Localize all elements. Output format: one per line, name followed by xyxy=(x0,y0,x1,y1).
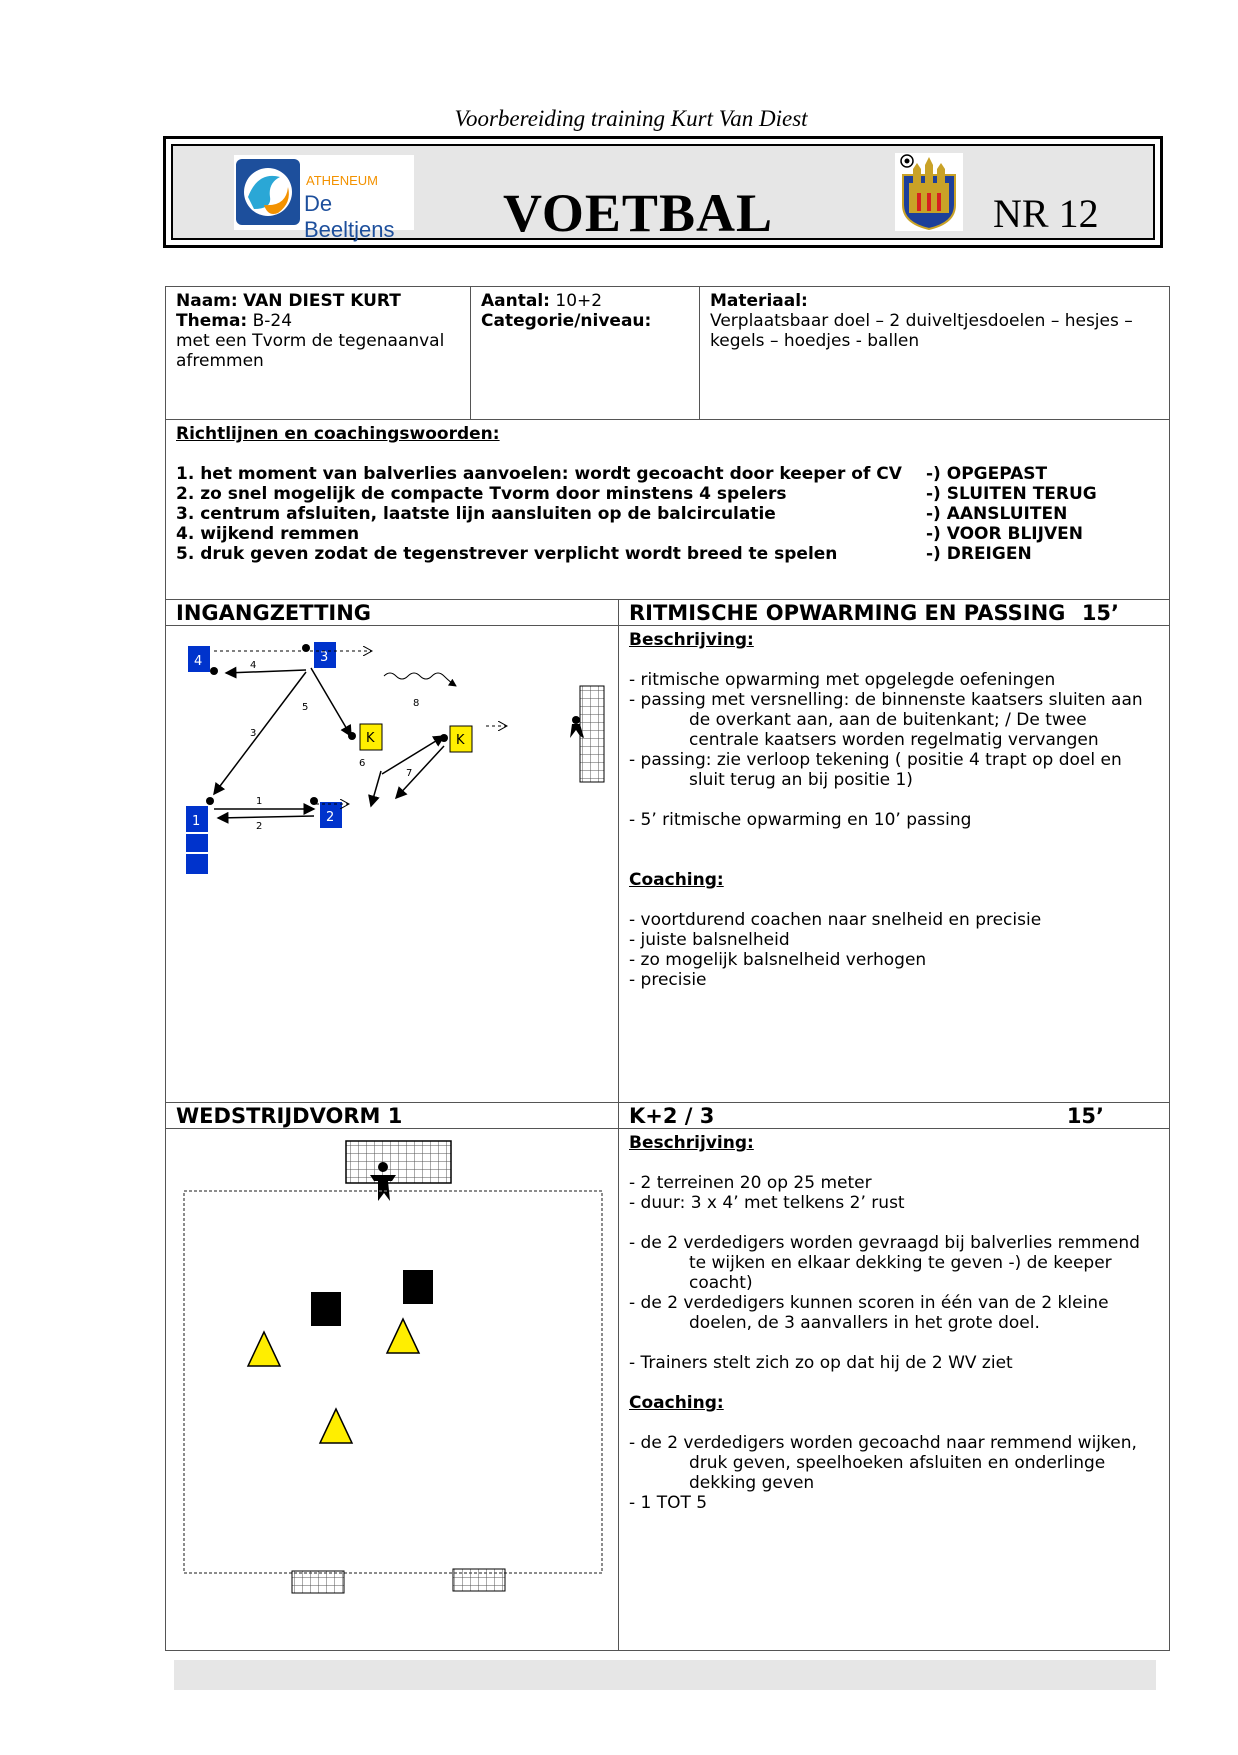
guidelines-row xyxy=(166,420,1170,600)
svg-text:K: K xyxy=(456,733,465,748)
section1-right-title: RITMISCHE OPWARMING EN PASSING 15’ xyxy=(619,600,1170,626)
aantal-cell: Aantal: 10+2 Categorie/niveau: xyxy=(471,287,700,420)
kaatser-1-marker xyxy=(360,724,382,750)
document-subtitle: Voorbereiding training Kurt Van Diest xyxy=(454,106,808,131)
desc-line: - Trainers stelt zich zo op dat hij de 2 WV ziet xyxy=(629,1353,1013,1373)
section2-body-row xyxy=(166,1129,1170,1651)
thema-value: B-24 xyxy=(252,311,293,331)
svg-text:1: 1 xyxy=(256,796,263,807)
svg-text:7: 7 xyxy=(406,768,413,779)
training-number: NR 12 xyxy=(993,191,1099,236)
desc-line: - 5’ ritmische opwarming en 10’ passing xyxy=(629,810,972,830)
page-title: VOETBAL xyxy=(503,183,773,243)
coaching-line: - voortdurend coachen naar snelheid en precisie xyxy=(629,910,1042,930)
svg-text:5: 5 xyxy=(302,702,309,713)
desc-line: - 2 terreinen 20 op 25 meter xyxy=(629,1173,872,1193)
svg-text:1: 1 xyxy=(192,814,201,829)
guideline-item: 2. zo snel mogelijk de compacte Tvorm door minstens 4 spelers -) SLUITEN TERUG xyxy=(176,484,1097,504)
svg-text:3: 3 xyxy=(320,650,329,665)
materiaal-cell: Materiaal: Verplaatsbaar doel – 2 duiveltjesdoelen – hesjes – kegels – hoedjes - ballen xyxy=(700,287,1170,420)
goal-net-icon xyxy=(580,686,604,782)
school-logo-line1: ATHENEUM xyxy=(306,173,378,188)
svg-text:8: 8 xyxy=(413,698,420,709)
school-logo xyxy=(234,155,414,242)
training-sheet xyxy=(165,286,1170,1651)
section1-beschrijving-label: Beschrijving: xyxy=(629,630,754,650)
small-goal-icon xyxy=(453,1569,505,1591)
position-1-marker xyxy=(186,806,208,874)
title-banner xyxy=(163,136,1163,248)
match-form-diagram xyxy=(166,1129,616,1644)
svg-text:2: 2 xyxy=(326,810,335,825)
defender-marker xyxy=(403,1270,433,1304)
desc-line: coacht) xyxy=(689,1273,753,1293)
position-3-marker xyxy=(314,642,336,668)
desc-line: te wijken en elkaar dekking te geven -) de keeper xyxy=(689,1253,1112,1273)
coaching-line: - de 2 verdedigers worden gecoachd naar remmend wijken, xyxy=(629,1433,1137,1453)
kaatser-2-marker xyxy=(450,726,472,752)
svg-text:4: 4 xyxy=(194,654,203,669)
coaching-line: dekking geven xyxy=(689,1473,815,1493)
desc-line: de overkant aan, aan de buitenkant; / De twee xyxy=(689,710,1087,730)
city-crest-icon xyxy=(895,153,963,231)
desc-line: - ritmische opwarming met opgelegde oefeningen xyxy=(629,670,1056,690)
defender-marker xyxy=(311,1292,341,1326)
large-goal-icon xyxy=(346,1141,451,1183)
svg-text:4: 4 xyxy=(250,660,257,671)
naam-thema-cell: Naam: VAN DIEST KURT Thema: B-24 met een Tvorm de tegenaanval afremmen xyxy=(166,287,471,420)
info-row xyxy=(166,287,1170,420)
guideline-item: 5. druk geven zodat de tegenstrever verplicht wordt breed te spelen -) DREIGEN xyxy=(176,544,1032,564)
coaching-line: druk geven, speelhoeken afsluiten en onderlinge xyxy=(689,1453,1106,1473)
school-logo-line2: De Beeltjens xyxy=(304,191,395,242)
section2-right-title: K+2 / 3 15’ xyxy=(619,1103,1170,1129)
school-logo-icon xyxy=(234,157,304,227)
field-boundary xyxy=(184,1191,602,1573)
categorie-label: Categorie/niveau: xyxy=(481,311,652,331)
passing-diagram xyxy=(166,626,616,1096)
thema-description: met een Tvorm de tegenaanval afremmen xyxy=(176,331,445,371)
section1-coaching-label: Coaching: xyxy=(629,870,724,890)
attacker-marker xyxy=(248,1332,280,1366)
coaching-line: - zo mogelijk balsnelheid verhogen xyxy=(629,950,927,970)
svg-text:3: 3 xyxy=(250,728,257,739)
section1-text-cell xyxy=(619,626,1170,1103)
guideline-item: 4. wijkend remmen -) VOOR BLIJVEN xyxy=(176,524,1083,544)
section2-header-row xyxy=(166,1103,1170,1129)
attacker-marker xyxy=(320,1409,352,1443)
position-2-marker xyxy=(320,802,342,828)
section2-time: 15’ xyxy=(1066,1103,1105,1128)
coaching-line: - juiste balsnelheid xyxy=(629,930,790,950)
svg-text:2: 2 xyxy=(256,821,263,832)
position-4-marker xyxy=(188,646,210,672)
desc-line: - de 2 verdedigers worden gevraagd bij balverlies remmend xyxy=(629,1233,1140,1253)
desc-line: doelen, de 3 aanvallers in het grote doel. xyxy=(689,1313,1040,1333)
guidelines-cell xyxy=(166,420,1170,600)
svg-text:6: 6 xyxy=(359,758,366,769)
attacker-marker xyxy=(387,1319,419,1353)
naam-value: VAN DIEST KURT xyxy=(243,291,401,311)
desc-line: sluit terug an bij positie 1) xyxy=(689,770,913,790)
desc-line: centrale kaatsers worden regelmatig vervangen xyxy=(689,730,1099,750)
section1-body-row xyxy=(166,626,1170,1103)
aantal-value: 10+2 xyxy=(555,291,603,311)
section1-header-row xyxy=(166,600,1170,626)
materiaal-value: Verplaatsbaar doel – 2 duiveltjesdoelen – hesjes – kegels – hoedjes - ballen xyxy=(710,311,1133,351)
desc-line: - passing met versnelling: de binnenste kaatsers sluiten aan xyxy=(629,690,1143,710)
section2-coaching-label: Coaching: xyxy=(629,1393,724,1413)
desc-line: - passing: zie verloop tekening ( positie 4 trapt op doel en xyxy=(629,750,1122,770)
svg-text:K: K xyxy=(366,731,375,746)
coaching-line: - 1 TOT 5 xyxy=(629,1493,708,1513)
guideline-item: 3. centrum afsluiten, laatste lijn aansluiten op de balcirculatie -) AANSLUITEN xyxy=(176,504,1068,524)
guideline-item: 1. het moment van balverlies aanvoelen: wordt gecoacht door keeper of CV -) OPGEPAST xyxy=(176,464,1048,484)
section2-beschrijving-label: Beschrijving: xyxy=(629,1133,754,1153)
section1-diagram-cell xyxy=(166,626,619,1103)
section1-time: 15’ xyxy=(1081,600,1120,625)
section2-diagram-cell xyxy=(166,1129,619,1651)
section2-left-title: WEDSTRIJDVORM 1 xyxy=(166,1103,619,1129)
coaching-line: - precisie xyxy=(629,970,707,990)
footer-bar xyxy=(174,1660,1156,1690)
section2-text-cell xyxy=(619,1129,1170,1651)
desc-line: - de 2 verdedigers kunnen scoren in één van de 2 kleine xyxy=(629,1293,1109,1313)
small-goal-icon xyxy=(292,1571,344,1593)
section1-left-title: INGANGZETTING xyxy=(166,600,619,626)
guidelines-title: Richtlijnen en coachingswoorden: xyxy=(176,424,500,444)
desc-line: - duur: 3 x 4’ met telkens 2’ rust xyxy=(629,1193,905,1213)
